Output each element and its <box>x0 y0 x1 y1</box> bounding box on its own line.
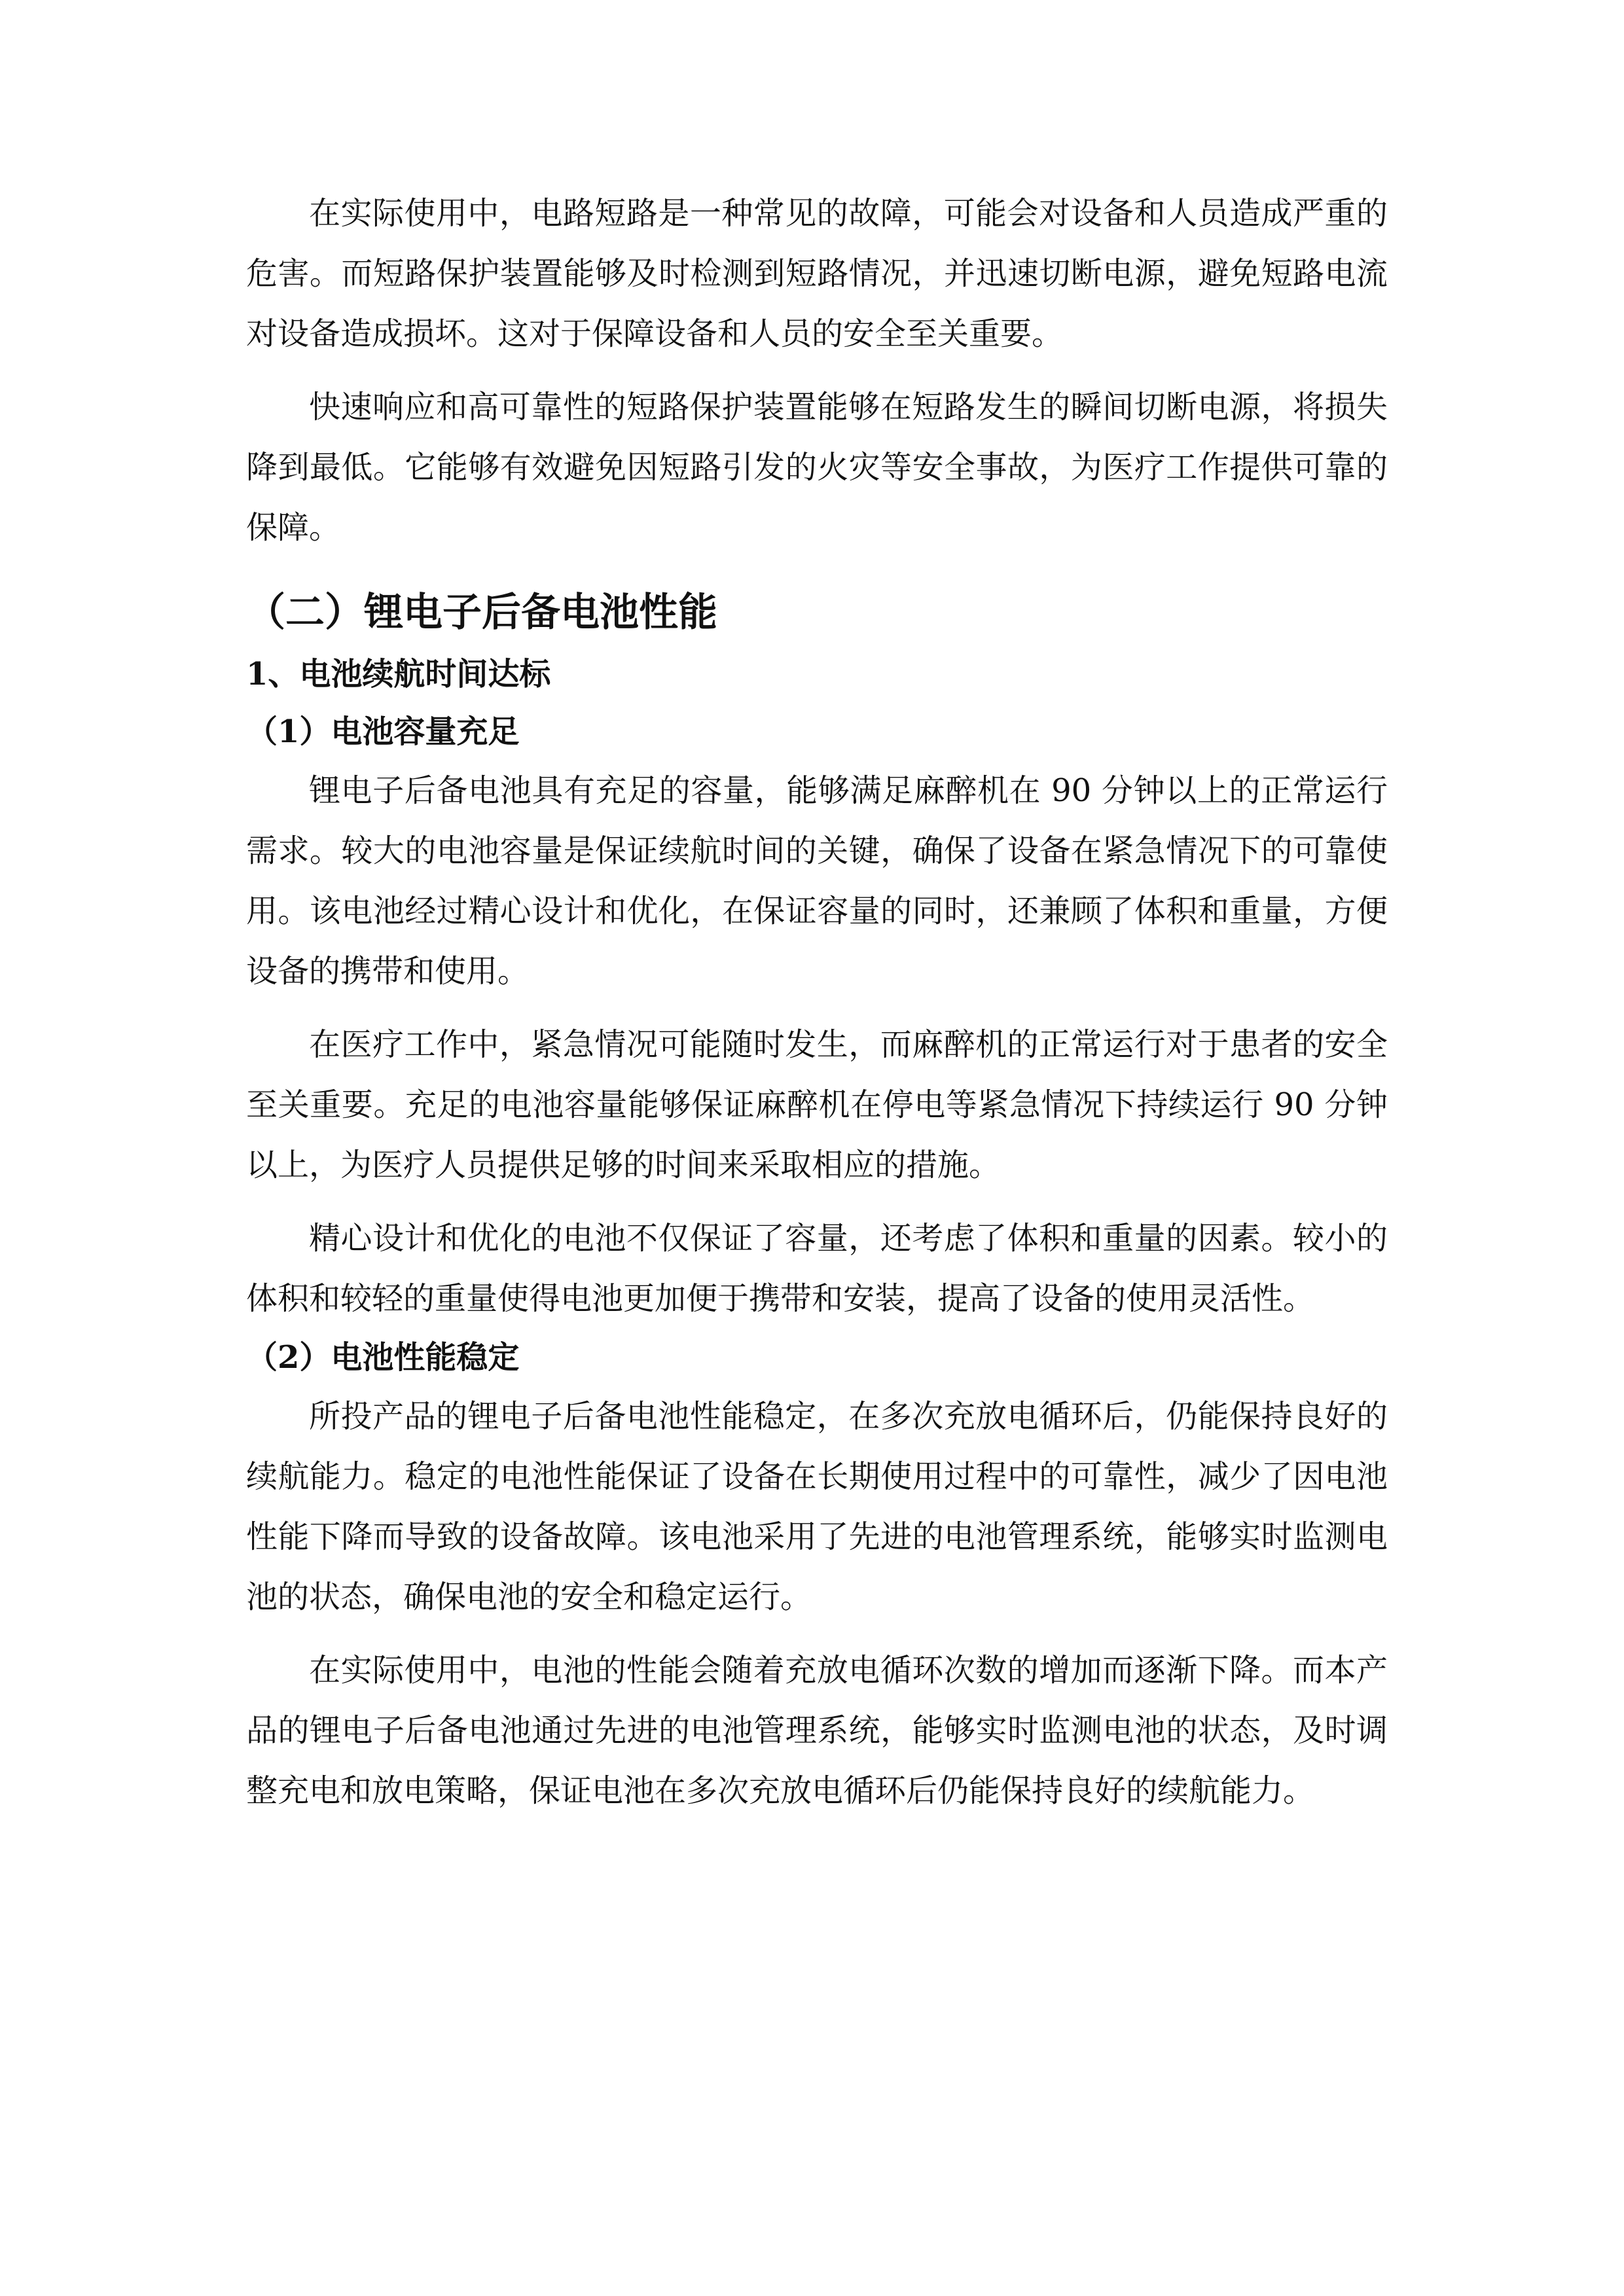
paragraph-battery-stability: 所投产品的锂电子后备电池性能稳定，在多次充放电循环后，仍能保持良好的续航能力。稳定的电池性能保证了设备在长期使用过程中的可靠性，减少了因电池性能下降而导致的设备故障。该电池采用了先进的电池管理系统，能够实时监测电池的状态，确保电池的安全和稳定运行。 <box>246 1398 1388 1615</box>
item-title-stability: （2）电池性能稳定 <box>246 1339 520 1376</box>
subsection-title: 1、电池续航时间达标 <box>246 656 551 692</box>
paragraph-size-weight: 精心设计和优化的电池不仅保证了容量，还考虑了体积和重量的因素。较小的体积和较轻的重量使得电池更加便于携带和安装，提高了设备的使用灵活性。 <box>246 1220 1388 1317</box>
paragraph-short-circuit-protection: 快速响应和高可靠性的短路保护装置能够在短路发生的瞬间切断电源，将损失降到最低。它能够有效避免因短路引发的火灾等安全事故，为医疗工作提供可靠的保障。 <box>246 389 1388 546</box>
section-title: （二）锂电子后备电池性能 <box>246 590 717 636</box>
document-body <box>246 183 1388 1821</box>
paragraph-emergency-operation: 在医疗工作中，紧急情况可能随时发生，而麻醉机的正常运行对于患者的安全至关重要。充足的电池容量能够保证麻醉机在停电等紧急情况下持续运行 90 分钟以上，为医疗人员提供足够的时间来采取相应的措施。 <box>246 1026 1388 1183</box>
paragraph-battery-capacity: 锂电子后备电池具有充足的容量，能够满足麻醉机在 90 分钟以上的正常运行需求。较大的电池容量是保证续航时间的关键，确保了设备在紧急情况下的可靠使用。该电池经过精心设计和优化，在保证容量的同时，还兼顾了体积和重量，方便设备的携带和使用。 <box>246 772 1388 990</box>
item-title-capacity: （1）电池容量充足 <box>246 713 520 750</box>
paragraph-battery-management: 在实际使用中，电池的性能会随着充放电循环次数的增加而逐渐下降。而本产品的锂电子后备电池通过先进的电池管理系统，能够实时监测电池的状态，及时调整充电和放电策略，保证电池在多次充放电循环后仍能保持良好的续航能力。 <box>246 1652 1388 1809</box>
paragraph-short-circuit-hazard: 在实际使用中，电路短路是一种常见的故障，可能会对设备和人员造成严重的危害。而短路保护装置能够及时检测到短路情况，并迅速切断电源，避免短路电流对设备造成损坏。这对于保障设备和人员的安全至关重要。 <box>246 195 1388 352</box>
